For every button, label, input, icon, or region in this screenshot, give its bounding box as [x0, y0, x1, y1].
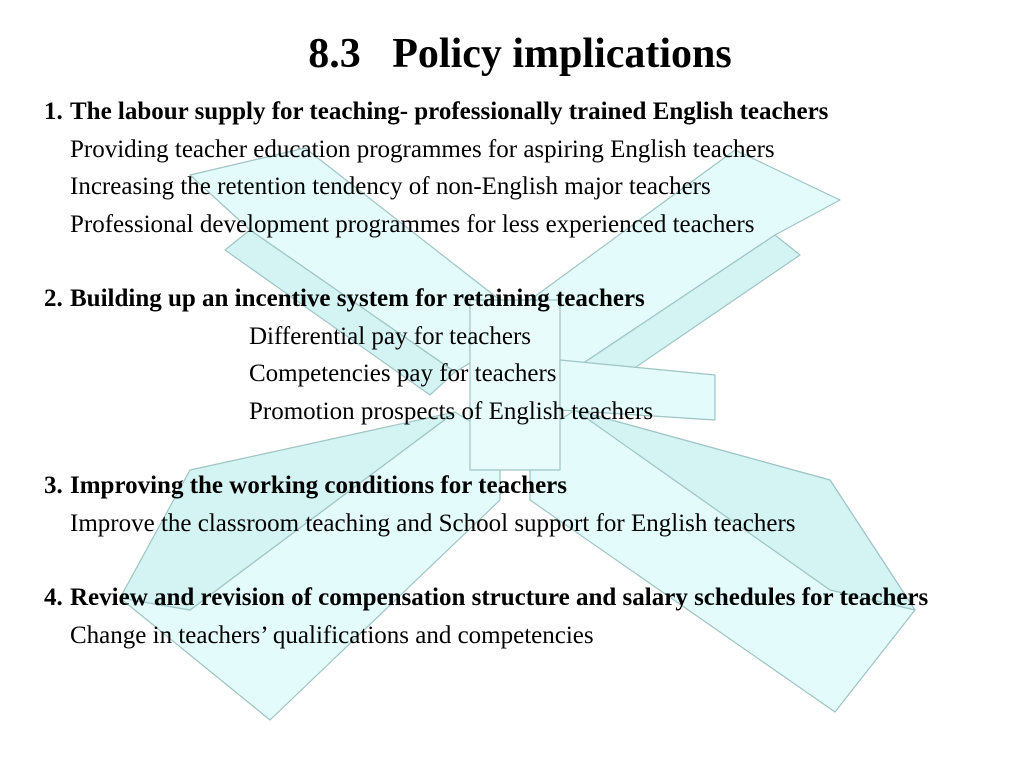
- policy-item-number: 3.: [44, 472, 63, 499]
- policy-item-heading-text: Improving the working conditions for teachers: [70, 472, 567, 499]
- policy-item-number: 4.: [44, 584, 63, 611]
- slide-content: [44, 93, 1004, 654]
- policy-item: [44, 467, 1004, 542]
- policy-item-detail: Professional development programmes for less experienced teachers: [70, 210, 755, 238]
- policy-item-heading: [44, 93, 1004, 131]
- policy-item-heading-text: Building up an incentive system for retaining teachers: [70, 285, 645, 312]
- policy-item: [44, 579, 1004, 654]
- policy-item: [44, 280, 1004, 430]
- policy-item-number: 2.: [44, 285, 63, 312]
- policy-item-detail: Increasing the retention tendency of non-English major teachers: [70, 173, 711, 200]
- policy-item-detail: Competencies pay for teachers: [249, 360, 557, 387]
- policy-item-number: 1.: [44, 98, 63, 125]
- policy-item-detail: Differential pay for teachers: [249, 322, 532, 350]
- slide-title: 8.3 Policy implications: [308, 31, 732, 77]
- policy-item-detail: Improve the classroom teaching and School support for English teachers: [70, 509, 796, 537]
- policy-item-heading: [44, 579, 1004, 617]
- policy-item-detail: Change in teachers’ qualifications and competencies: [70, 621, 594, 649]
- policy-item-heading-text: Review and revision of compensation structure and salary schedules for teachers: [70, 584, 929, 611]
- policy-item-heading: [44, 467, 1004, 505]
- policy-item-heading: [44, 280, 1004, 318]
- policy-item-detail: Promotion prospects of English teachers: [249, 397, 654, 425]
- policy-item-heading-text: The labour supply for teaching- professionally trained English teachers: [70, 98, 829, 125]
- policy-item-detail: Providing teacher education programmes for aspiring English teachers: [70, 135, 775, 163]
- policy-item: [44, 93, 1004, 243]
